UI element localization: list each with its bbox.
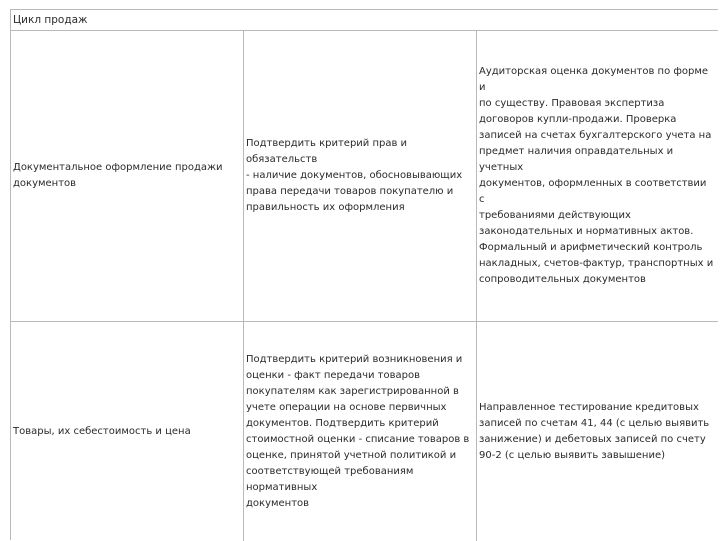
cell-text: Документальное оформление продажи документов xyxy=(13,162,223,189)
table-row xyxy=(11,322,718,541)
table-cell-procedure xyxy=(477,31,719,321)
sales-cycle-table xyxy=(10,9,718,540)
table-header-title: Цикл продаж xyxy=(13,14,88,26)
table-cell-criterion xyxy=(244,31,477,321)
cell-text: Направленное тестирование кредитовых записей по счетам 41, 44 (с целью выявить занижение) и дебетовых записей по счету 90-2 (с целью выявить завышение) xyxy=(479,401,710,461)
cell-text: Подтвердить критерий прав и обязательств - наличие документов, обосновывающих права передачи товаров покупателю и правильность их оформления xyxy=(246,138,463,213)
cell-text: Аудиторская оценка документов по форме и по существу. Правовая экспертиза договоров купли-продажи. Проверка записей на счетах бухгалтерского учета на предмет наличия оправдательных и учетных документов, оформленных в соответствии с требованиями действующих законодательных и нормативных актов. Формальный и арифметический контроль накладных, счетов-фактур, транспортных и сопроводительных документов xyxy=(479,66,714,285)
cell-text: Товары, их себестоимость и цена xyxy=(13,425,191,437)
table-row xyxy=(11,31,718,322)
table-cell-area xyxy=(11,322,244,541)
table-header-row xyxy=(11,10,718,31)
table-cell-procedure xyxy=(477,322,719,541)
cell-text: Подтвердить критерий возникновения и оценки - факт передачи товаров покупателям как зарегистрированной в учете операции на основе первичных документов. Подтвердить критерий стоимостной оценки - списание товаров в оценке, принятой учетной политикой и соответствующей требованиям нормативных документов xyxy=(246,353,470,509)
table-cell-criterion xyxy=(244,322,477,541)
table-cell-area xyxy=(11,31,244,321)
